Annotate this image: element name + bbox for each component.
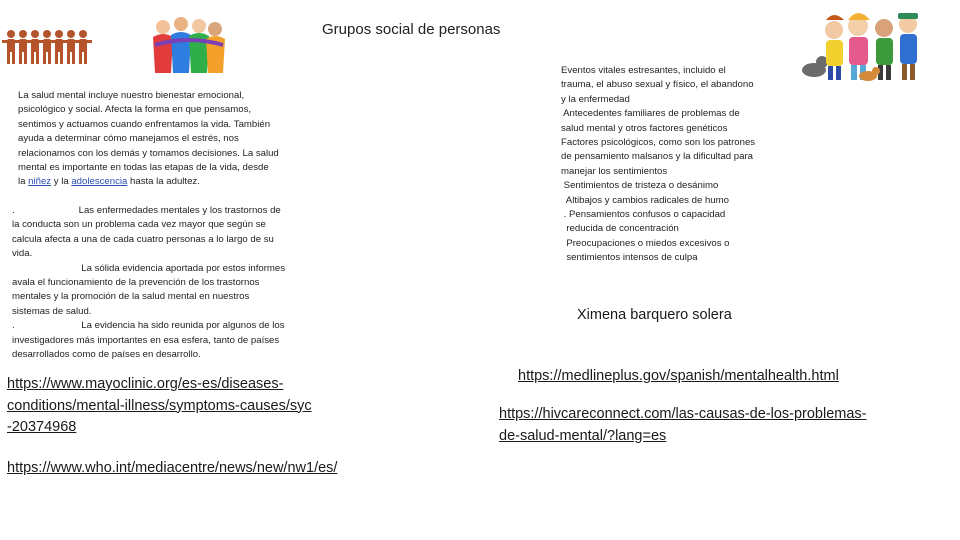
group-hug-icon: [149, 15, 229, 77]
findings-line: sistemas de salud.: [12, 305, 92, 317]
findings-line: . La evidencia ha sido reunida por algunos de los: [12, 320, 285, 332]
mayoclinic-link-line[interactable]: -20374968: [7, 419, 77, 435]
intro-suffix: hasta la adultez.: [127, 176, 200, 188]
findings-line: La sólida evidencia aportada por estos informes: [12, 262, 286, 274]
causes-line: Antecedentes familiares de problemas de: [561, 108, 740, 120]
who-link[interactable]: https://www.who.int/mediacentre/news/new/nw1/es/: [7, 460, 338, 476]
hivcare-link-line[interactable]: https://hivcareconnect.com/las-causas-de-los-problemas-: [499, 406, 867, 422]
medlineplus-link[interactable]: https://medlineplus.gov/spanish/mentalhealth.html: [518, 368, 839, 384]
causes-line: manejar los sentimientos: [561, 165, 668, 177]
page-title: Grupos social de personas: [322, 21, 501, 38]
mayoclinic-link-line[interactable]: conditions/mental-illness/symptoms-causes/syc: [7, 397, 312, 414]
findings-line: vida.: [12, 248, 33, 260]
causes-line: . Pensamientos confusos o capacidad: [561, 209, 726, 221]
ninez-link[interactable]: niñez: [28, 176, 52, 188]
mayoclinic-link[interactable]: [7, 374, 312, 439]
author-name: Ximena barquero solera: [577, 307, 732, 323]
causes-line: sentimientos intensos de culpa: [561, 252, 698, 264]
intro-middle: y la: [51, 176, 72, 188]
intro-prefix: la: [18, 176, 29, 188]
intro-line-last: [18, 175, 318, 189]
findings-paragraph: [12, 204, 322, 362]
findings-line: mentales y la promoción de la salud mental en nuestros: [12, 291, 250, 303]
causes-line: salud mental y otros factores genéticos: [561, 122, 728, 134]
causes-line: reducida de concentración: [561, 223, 679, 235]
causes-line: Sentimientos de tristeza o desánimo: [561, 180, 719, 192]
findings-line: . Las enfermedades mentales y los trastornos de: [12, 205, 281, 216]
causes-line: Preocupaciones o miedos excesivos o: [561, 237, 730, 249]
hivcare-link[interactable]: [499, 404, 866, 447]
intro-line: psicológico y social. Afecta la forma en que pensamos,: [18, 104, 252, 116]
findings-line: calcula afecta a una de cada cuatro personas a lo largo de su: [12, 233, 274, 245]
findings-line: desarrollados como de países en desarrollo.: [12, 349, 201, 361]
paper-people-chain-icon: [5, 28, 89, 68]
intro-line: mental es importante en todas las etapas de la vida, desde: [18, 162, 269, 174]
causes-line: de pensamiento malsanos y la dificultad para: [561, 151, 753, 163]
causes-line: Eventos vitales estresantes, incluido el: [561, 65, 726, 76]
mayoclinic-link-line[interactable]: https://www.mayoclinic.org/es-es/diseases-: [7, 376, 284, 392]
hivcare-link-line[interactable]: de-salud-mental/?lang=es: [499, 427, 667, 444]
intro-line: La salud mental incluye nuestro bienestar emocional,: [18, 90, 245, 101]
causes-line: Altibajos y cambios radicales de humo: [561, 194, 729, 206]
findings-line: avala el funcionamiento de la prevención de los trastornos: [12, 277, 260, 289]
causes-line: Factores psicológicos, como son los patrones: [561, 137, 756, 149]
adolescencia-link[interactable]: adolescencia: [71, 176, 128, 188]
intro-paragraph: [18, 89, 318, 190]
findings-line: investigadores más importantes en esa esfera, tanto de países: [12, 334, 280, 346]
intro-line: sentimos y actuamos cuando enfrentamos la vida. También: [18, 118, 271, 130]
intro-line: relacionamos con los demás y tomamos decisiones. La salud: [18, 147, 279, 159]
causes-list: [561, 64, 791, 266]
intro-line: ayuda a determinar cómo manejamos el estrés, nos: [18, 133, 239, 145]
causes-line: y la enfermedad: [561, 93, 630, 105]
findings-line: la conducta son un problema cada vez mayor que según se: [12, 219, 266, 231]
causes-line: trauma, el abuso sexual y físico, el abandono: [561, 79, 754, 91]
kids-with-pets-icon: [800, 8, 930, 84]
